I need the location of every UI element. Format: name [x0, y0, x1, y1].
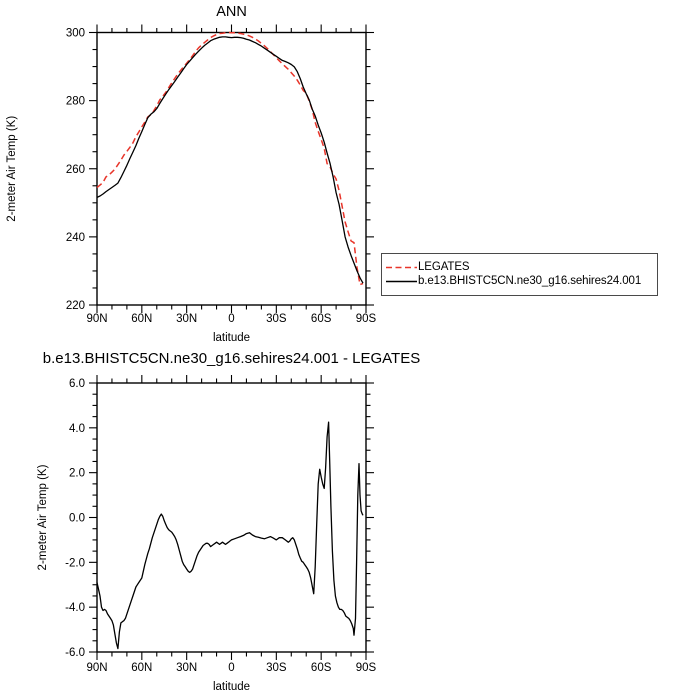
svg-text:90N: 90N: [86, 313, 108, 325]
svg-text:60S: 60S: [310, 662, 332, 674]
svg-text:240: 240: [65, 231, 85, 244]
legend-label-legates: LEGATES: [418, 260, 470, 273]
svg-text:30N: 30N: [176, 313, 198, 325]
svg-text:4.0: 4.0: [69, 422, 85, 435]
svg-text:latitude: latitude: [212, 332, 251, 344]
svg-text:-4.0: -4.0: [65, 602, 85, 615]
legend-entry-legates: [382, 262, 657, 274]
legend-label-model: b.e13.BHISTC5CN.ne30_g16.sehires24.001: [418, 275, 642, 287]
svg-text:30N: 30N: [176, 662, 198, 674]
svg-text:ANN: ANN: [216, 4, 247, 20]
svg-text:0.0: 0.0: [69, 512, 85, 525]
svg-text:90S: 90S: [355, 662, 377, 674]
svg-text:90N: 90N: [86, 662, 108, 674]
svg-text:0: 0: [228, 662, 235, 674]
dashed-red-line-sample: [385, 265, 418, 270]
svg-text:6.0: 6.0: [69, 378, 85, 390]
svg-text:-6.0: -6.0: [65, 647, 85, 659]
solid-black-line-sample: [385, 279, 418, 284]
svg-text:30S: 30S: [266, 662, 287, 674]
svg-text:0: 0: [228, 313, 235, 325]
svg-text:2-meter Air Temp (K): 2-meter Air Temp (K): [6, 115, 18, 222]
svg-text:2-meter Air Temp (K): 2-meter Air Temp (K): [37, 464, 49, 571]
svg-text:30S: 30S: [266, 313, 287, 325]
svg-text:60N: 60N: [131, 662, 153, 674]
svg-text:b.e13.BHISTC5CN.ne30_g16.sehir: b.e13.BHISTC5CN.ne30_g16.sehires24.001 - LEGATES: [42, 350, 421, 367]
legend-box: [381, 253, 658, 296]
svg-text:300: 300: [65, 27, 85, 40]
svg-text:260: 260: [65, 163, 85, 176]
svg-text:-2.0: -2.0: [65, 557, 85, 570]
svg-text:60S: 60S: [310, 313, 332, 325]
svg-text:latitude: latitude: [212, 681, 251, 693]
svg-text:280: 280: [65, 95, 85, 108]
svg-text:2.0: 2.0: [69, 467, 85, 480]
svg-text:60N: 60N: [131, 313, 153, 325]
legend-entry-model: [382, 276, 657, 288]
svg-text:90S: 90S: [355, 313, 377, 325]
svg-text:220: 220: [65, 300, 85, 312]
